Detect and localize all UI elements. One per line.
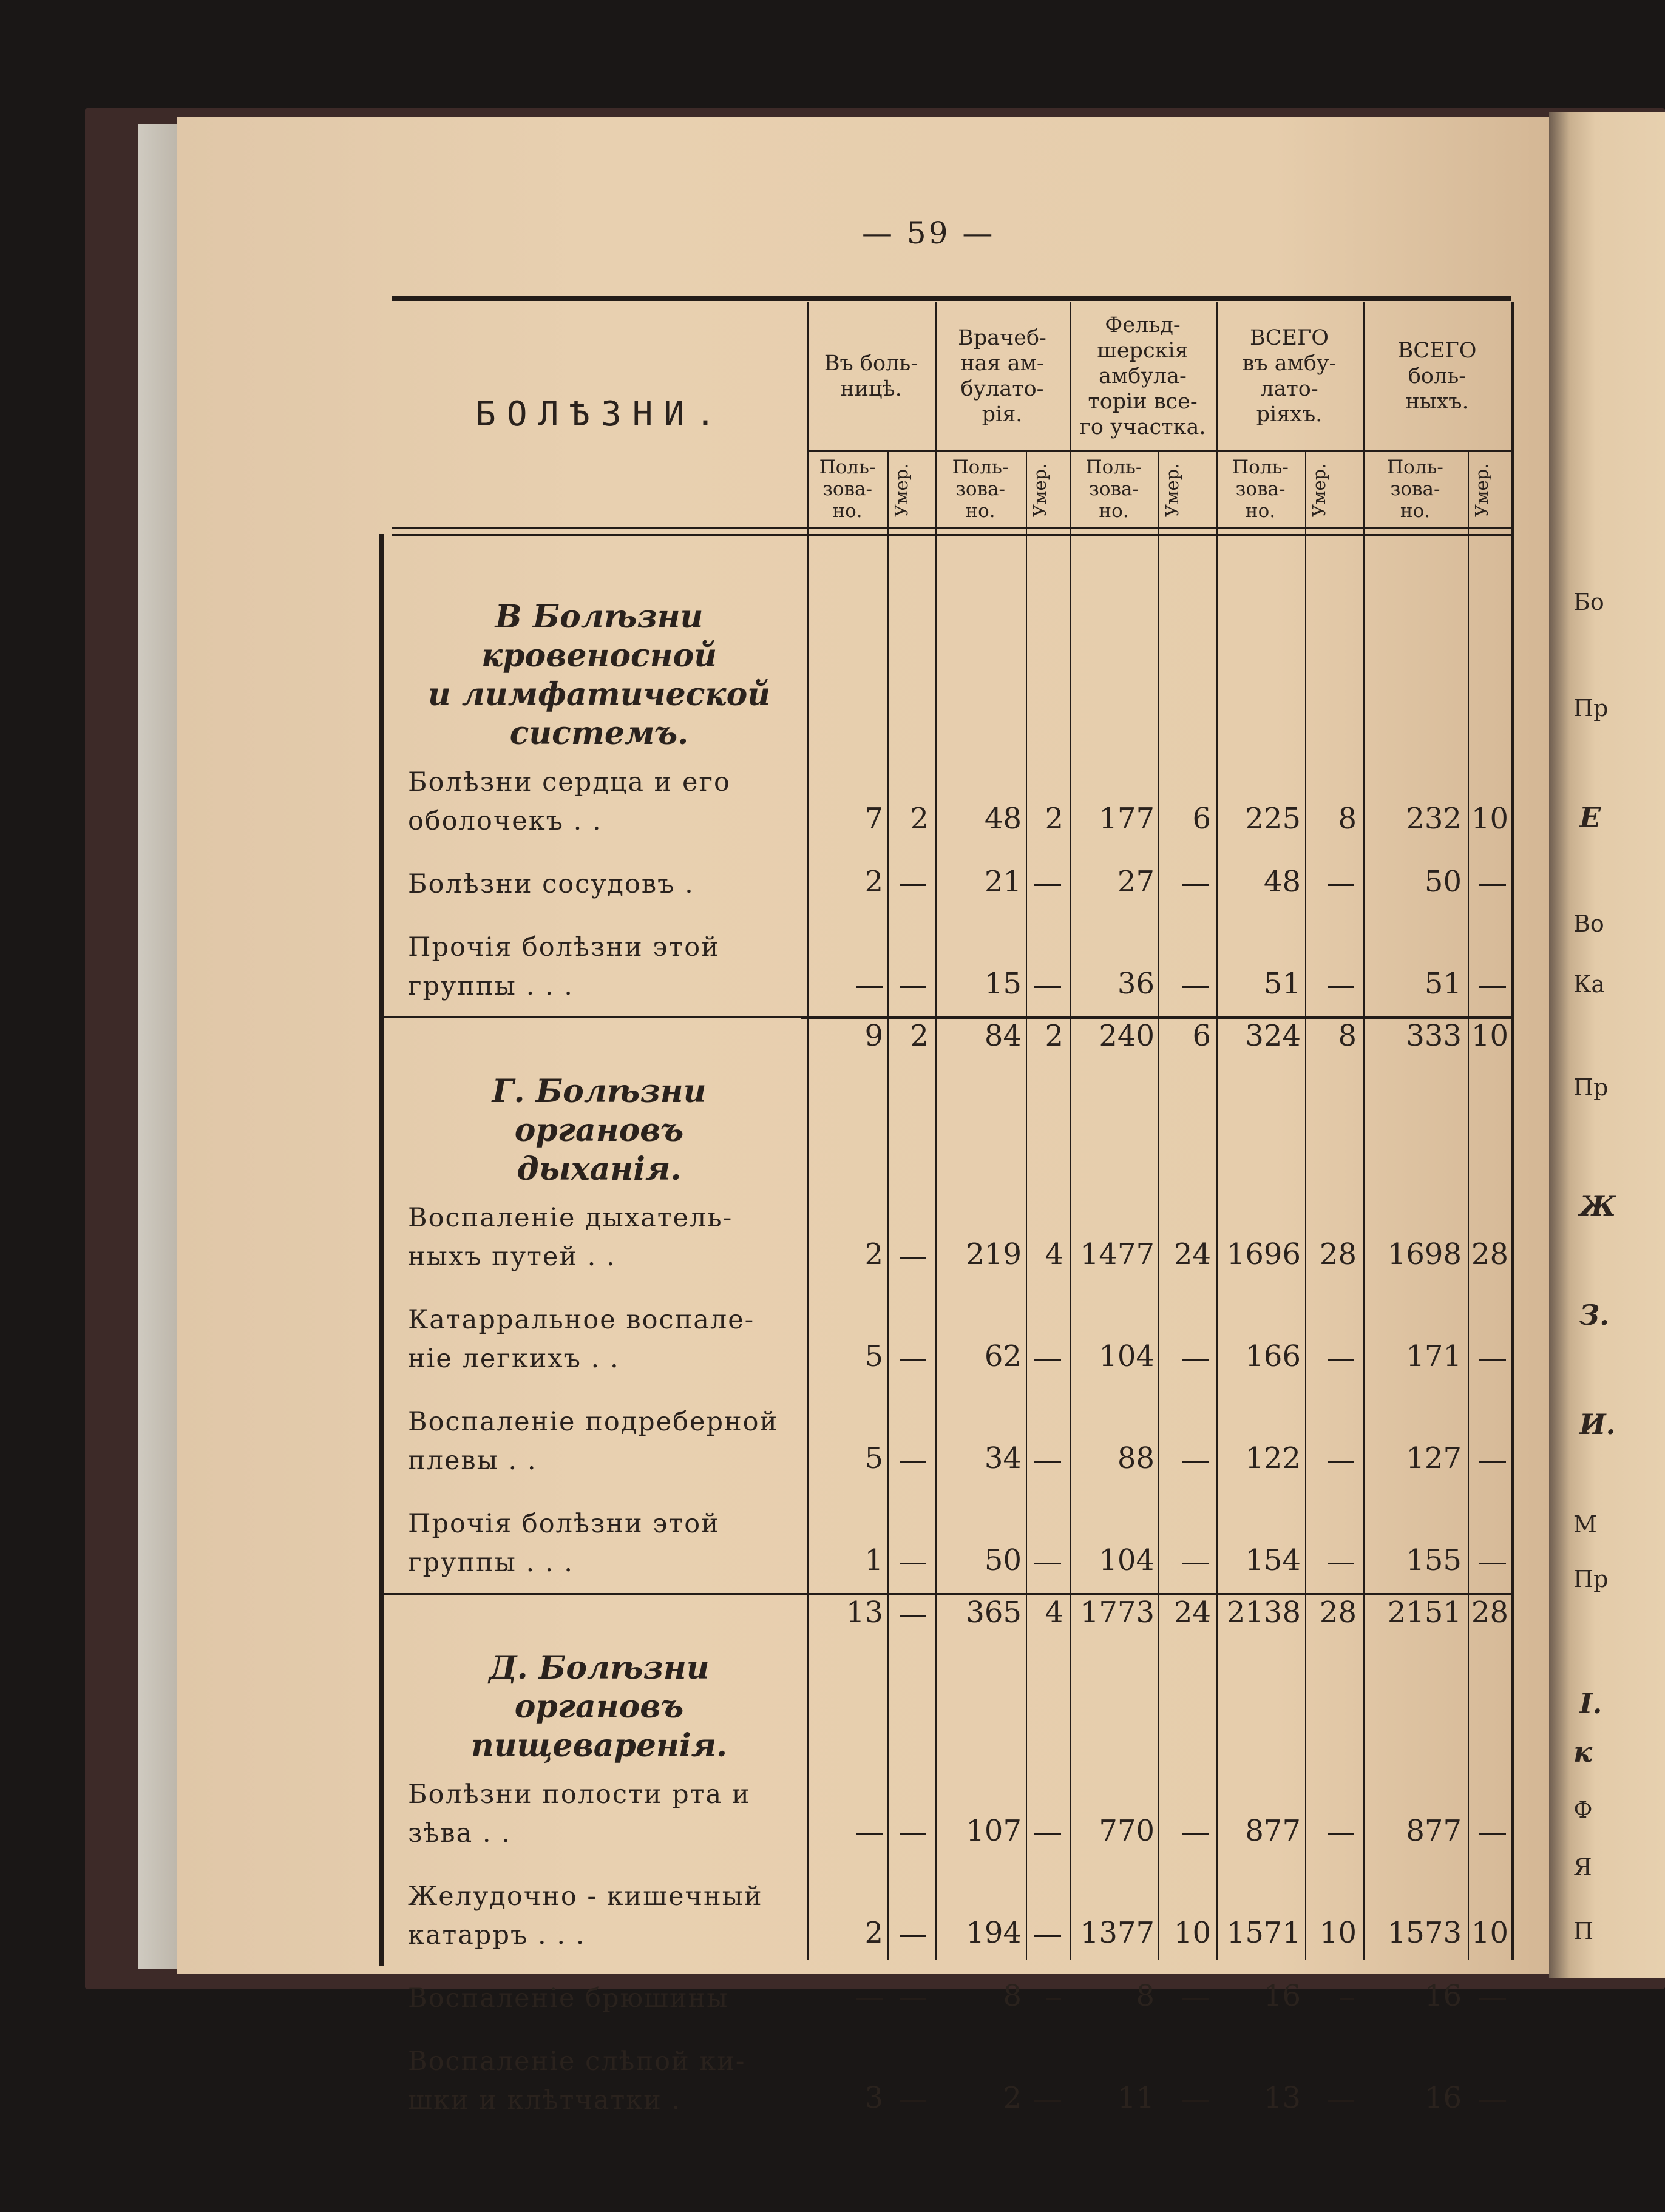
- table-cell: 2: [864, 865, 883, 899]
- table-cell: 107: [966, 1814, 1022, 1848]
- table-cell: 1: [864, 1543, 883, 1577]
- table-cell: 13: [1263, 2081, 1301, 2115]
- adjacent-page-text: Ф: [1573, 1796, 1593, 1823]
- table-cell: 62: [984, 1339, 1022, 1373]
- adjacent-page-text: З.: [1579, 1299, 1610, 1331]
- subtotal-cell: 9: [864, 1019, 883, 1053]
- used-column-heading: Поль- зова- но.: [819, 456, 876, 522]
- group-header-rule: [807, 450, 1511, 452]
- table-cell: 6: [1192, 802, 1211, 836]
- table-cell: 10: [1319, 1916, 1357, 1950]
- adjacent-page-text: Ж: [1579, 1189, 1616, 1222]
- table-cell: 225: [1245, 802, 1301, 836]
- section-title: Д. Болѣзни органовъ пищеваренія.: [470, 1649, 728, 1764]
- subtotal-cell: 240: [1099, 1019, 1155, 1053]
- column-group-heading: Врачеб- ная ам- булато- рія.: [958, 326, 1046, 427]
- subtotal-cell: 84: [984, 1019, 1022, 1053]
- table-cell: 50: [1424, 865, 1462, 899]
- table-cell: 2: [864, 1237, 883, 1271]
- table-cell: 770: [1099, 1814, 1155, 1848]
- table-cell: 16: [1424, 1979, 1462, 2013]
- table-cell-dash: [1479, 2100, 1506, 2102]
- row-label: [408, 1300, 784, 1378]
- row-label-line: Желудочно - кишечный: [408, 1881, 763, 1912]
- table-cell: 171: [1406, 1339, 1462, 1373]
- table-cell-dash: [1479, 1359, 1506, 1361]
- adjacent-page-text: Во: [1573, 910, 1604, 937]
- row-label: [408, 928, 784, 1006]
- table-cell: 232: [1406, 802, 1462, 836]
- subtotal-cell: 28: [1471, 1595, 1508, 1629]
- row-label: [408, 1775, 784, 1853]
- table-cell: 1573: [1387, 1916, 1462, 1950]
- table-cell: 16: [1424, 2081, 1462, 2115]
- row-label: [408, 1402, 784, 1480]
- adjacent-page-text: Бо: [1573, 589, 1604, 615]
- table-cell-dash: [856, 986, 883, 988]
- table-cell: 5: [864, 1441, 883, 1475]
- subtotal-cell: 8: [1338, 1019, 1357, 1053]
- used-column-heading: Поль- зова- но.: [1085, 456, 1142, 522]
- table-cell: 104: [1099, 1543, 1155, 1577]
- died-column-heading: Умер.: [1162, 463, 1182, 517]
- row-label: [408, 2042, 784, 2120]
- adjacent-page: [1549, 112, 1665, 1978]
- table-cell: 10: [1471, 1916, 1508, 1950]
- subtotal-rule-left: [379, 1593, 807, 1595]
- table-cell-dash: [856, 1833, 883, 1835]
- row-label-line: Катарральное воспале-: [408, 1305, 755, 1335]
- used-column-heading: Поль- зова- но.: [1387, 456, 1443, 522]
- table-cell: 1696: [1226, 1237, 1301, 1271]
- table-cell-dash: [1479, 986, 1506, 988]
- table-cell: 5: [864, 1339, 883, 1373]
- group-column-rule: [1070, 302, 1071, 1960]
- subtotal-cell: 28: [1319, 1595, 1357, 1629]
- table-cell: 219: [966, 1237, 1022, 1271]
- table-cell-dash: [1479, 1833, 1506, 1835]
- subtotal-cell: 2: [910, 1019, 929, 1053]
- row-label-line: Болѣзни полости рта и: [408, 1779, 751, 1810]
- table-cell: 48: [984, 802, 1022, 836]
- section-title: Г. Болѣзни органовъ дыханія.: [492, 1073, 707, 1188]
- adjacent-page-text: к: [1573, 1736, 1593, 1768]
- subtotal-cell: 365: [966, 1595, 1022, 1629]
- subtotal-cell: 333: [1406, 1019, 1462, 1053]
- table-cell: 28: [1471, 1237, 1508, 1271]
- table-cell: 1377: [1080, 1916, 1155, 1950]
- row-label: [408, 1877, 784, 1955]
- table-cell: 1571: [1226, 1916, 1301, 1950]
- row-label: [408, 1199, 784, 1276]
- table-cell: 7: [864, 802, 883, 836]
- died-column-heading: Умер.: [891, 463, 912, 517]
- subtotal-cell: 2151: [1387, 1595, 1462, 1629]
- subtotal-cell: 6: [1192, 1019, 1211, 1053]
- row-label-line: Воспаленіе подреберной: [408, 1407, 779, 1437]
- row-label-line: Воспаленіе слѣпой ки-: [408, 2046, 746, 2077]
- table-cell: 11: [1117, 2081, 1155, 2115]
- adjacent-page-text: Ка: [1573, 971, 1606, 998]
- adjacent-page-text: I.: [1579, 1687, 1602, 1720]
- header-rule-secondary: [392, 534, 1511, 536]
- adjacent-page-text: Пр: [1573, 695, 1609, 722]
- row-label-line: плевы . .: [408, 1446, 537, 1476]
- sub-column-rule: [1305, 452, 1306, 1960]
- table-cell: 50: [984, 1543, 1022, 1577]
- table-cell: 2: [1003, 2081, 1022, 2115]
- subtotal-cell: 24: [1173, 1595, 1211, 1629]
- table-cell: 16: [1263, 1979, 1301, 2013]
- table-cell: 877: [1406, 1814, 1462, 1848]
- table-cell: 104: [1099, 1339, 1155, 1373]
- row-label-line: Прочія болѣзни этой: [408, 1509, 720, 1539]
- row-label-line: Прочія болѣзни этой: [408, 932, 720, 962]
- table-cell: 1477: [1080, 1237, 1155, 1271]
- table-cell-dash: [1479, 1461, 1506, 1463]
- section-title: В Болѣзни кровеносной и лимфатической системъ.: [427, 598, 771, 752]
- row-label-line: Воспаленіе дыхатель-: [408, 1203, 733, 1233]
- row-label-line: группы . . .: [408, 971, 574, 1001]
- table-cell: 154: [1245, 1543, 1301, 1577]
- sub-column-rule: [1026, 452, 1027, 1960]
- row-label-line: ніе легкихъ . .: [408, 1344, 620, 1374]
- table-cell-dash: [856, 1998, 883, 2000]
- table-cell: 127: [1406, 1441, 1462, 1475]
- table-cell: 8: [1136, 1979, 1155, 2013]
- subtotal-rule-left: [379, 1016, 807, 1018]
- sub-column-rule: [887, 452, 889, 1960]
- table-cell: 194: [966, 1916, 1022, 1950]
- subtotal-cell: 1773: [1080, 1595, 1155, 1629]
- table-cell: 15: [984, 967, 1022, 1001]
- table-cell: 2: [864, 1916, 883, 1950]
- group-column-rule: [935, 302, 937, 1960]
- row-label-line: группы . . .: [408, 1547, 574, 1578]
- table-cell: 34: [984, 1441, 1022, 1475]
- row-label-line: оболочекъ . .: [408, 806, 602, 836]
- subtotal-cell: 10: [1471, 1019, 1508, 1053]
- table-cell: 21: [984, 865, 1022, 899]
- row-label: [408, 763, 784, 840]
- died-column-heading: Умер.: [1471, 463, 1492, 517]
- died-column-heading: Умер.: [1309, 463, 1329, 517]
- row-label-line: ныхъ путей . .: [408, 1242, 616, 1272]
- table-cell: 4: [1045, 1237, 1063, 1271]
- table-cell: 10: [1471, 802, 1508, 836]
- row-label-line: Болѣзни сосудовъ .: [408, 869, 694, 899]
- column-group-heading: Фельд- шерскія амбула- торіи все- го участка.: [1079, 313, 1206, 439]
- table-cell: 51: [1263, 967, 1301, 1001]
- row-label-line: катарръ . . .: [408, 1920, 586, 1950]
- table-cell: 88: [1117, 1441, 1155, 1475]
- table-cell: 877: [1245, 1814, 1301, 1848]
- column-group-heading: ВСЕГО боль- ныхъ.: [1397, 339, 1477, 414]
- table-cell-dash: [1479, 884, 1506, 886]
- subtotal-cell: 13: [846, 1595, 883, 1629]
- subtotal-cell: 324: [1245, 1019, 1301, 1053]
- table-cell-dash: [1479, 1563, 1506, 1564]
- table-cell: 24: [1173, 1237, 1211, 1271]
- table-cell: 177: [1099, 802, 1155, 836]
- subtotal-cell: 2138: [1226, 1595, 1301, 1629]
- row-label: [408, 1504, 784, 1582]
- adjacent-page-text: П: [1573, 1918, 1594, 1944]
- row-label: [408, 865, 784, 904]
- table-cell-dash: [1479, 1998, 1506, 2000]
- row-label-line: Воспаленіе брюшины: [408, 1983, 729, 2014]
- table-cell: 8: [1003, 1979, 1022, 2013]
- table-cell: 28: [1319, 1237, 1357, 1271]
- table-cell: 36: [1117, 967, 1155, 1001]
- subtotal-cell: 2: [1045, 1019, 1063, 1053]
- table-cell: 48: [1263, 865, 1301, 899]
- table-cell: 2: [1045, 802, 1063, 836]
- table-left-border: [379, 534, 384, 1966]
- row-label: [408, 1979, 784, 2018]
- adjacent-page-text: Пр: [1573, 1074, 1609, 1101]
- row-label-line: шки и клѣтчатки .: [408, 2085, 682, 2116]
- group-column-rule: [1511, 302, 1514, 1960]
- row-label-line: зѣва . .: [408, 1818, 511, 1848]
- table-cell: 155: [1406, 1543, 1462, 1577]
- row-label-line: Болѣзни сердца и его: [408, 767, 731, 797]
- table-cell: 122: [1245, 1441, 1301, 1475]
- table-cell: 8: [1338, 802, 1357, 836]
- column-group-heading: ВСЕГО въ амбу- лато- ріяхъ.: [1242, 326, 1337, 427]
- table-cell: 166: [1245, 1339, 1301, 1373]
- group-column-rule: [1216, 302, 1218, 1960]
- used-column-heading: Поль- зова- но.: [1232, 456, 1289, 522]
- table-cell: 3: [864, 2081, 883, 2115]
- subtotal-cell: 4: [1045, 1595, 1063, 1629]
- column-group-heading: Въ боль- ницѣ.: [824, 351, 918, 401]
- header-rule: [392, 527, 1511, 529]
- adjacent-page-text: Я: [1573, 1854, 1592, 1881]
- table-top-rule: [392, 296, 1511, 301]
- adjacent-page-text: Е: [1579, 801, 1601, 834]
- died-column-heading: Умер.: [1029, 463, 1050, 517]
- group-column-rule: [807, 302, 809, 1960]
- adjacent-page-text: И.: [1579, 1408, 1616, 1441]
- sub-column-rule: [1158, 452, 1159, 1960]
- sub-column-rule: [1468, 452, 1469, 1960]
- table-cell: 2: [910, 802, 929, 836]
- group-column-rule: [1363, 302, 1365, 1960]
- table-cell: 10: [1173, 1916, 1211, 1950]
- table-cell: 27: [1117, 865, 1155, 899]
- table-title: БОЛѢЗНИ.: [475, 394, 727, 434]
- table-cell: 1698: [1387, 1237, 1462, 1271]
- table-cell: 51: [1424, 967, 1462, 1001]
- adjacent-page-text: Пр: [1573, 1566, 1609, 1592]
- used-column-heading: Поль- зова- но.: [952, 456, 1009, 522]
- adjacent-page-text: М: [1573, 1511, 1597, 1538]
